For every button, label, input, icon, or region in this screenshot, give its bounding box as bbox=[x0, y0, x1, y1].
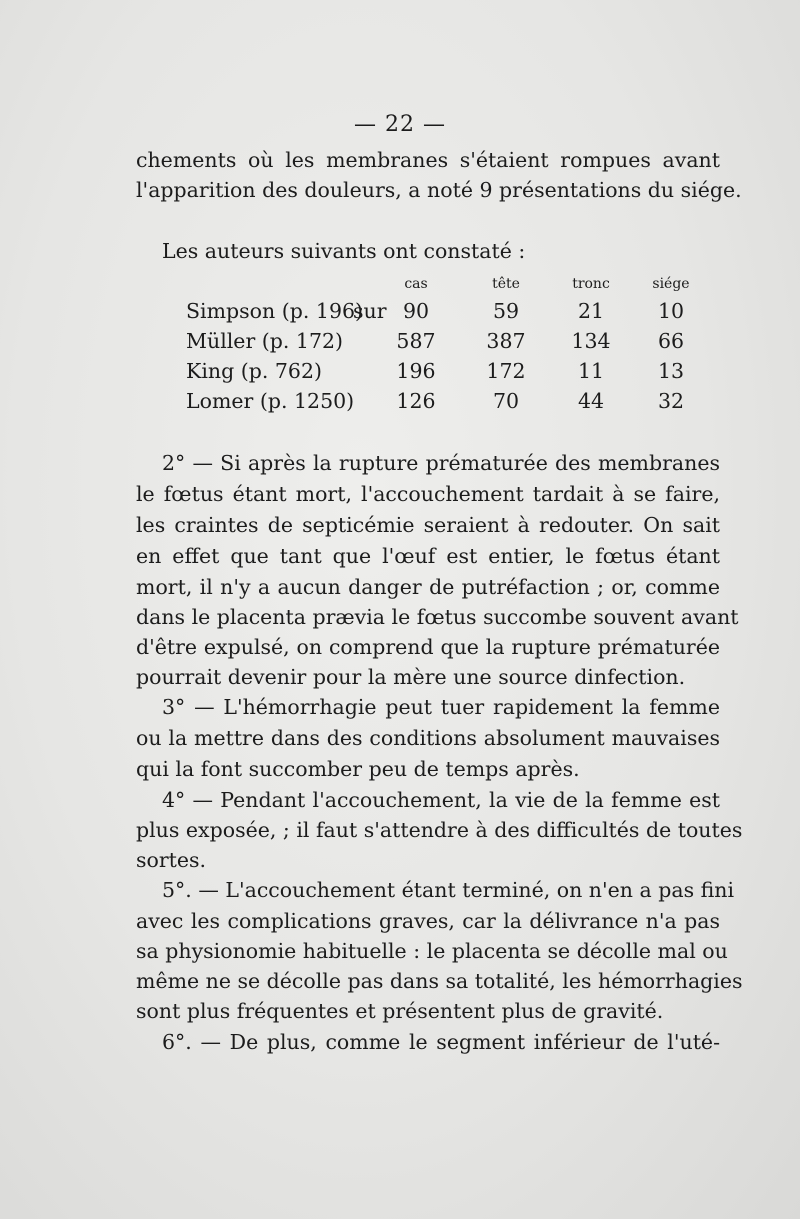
tete-value: 172 bbox=[486, 359, 526, 383]
tete-value: 59 bbox=[492, 299, 520, 323]
tronc-value: 44 bbox=[577, 389, 605, 413]
siege-value: 13 bbox=[657, 359, 685, 383]
text-line: plus exposée, ; il faut s'attendre à des difficultés de toutes bbox=[136, 818, 743, 842]
text-line: 6°. — De plus, comme le segment inférieur de l'uté- bbox=[162, 1030, 720, 1054]
author-name: Simpson (p. 196) bbox=[186, 299, 364, 323]
text-line: les craintes de septicémie seraient à redouter. On sait bbox=[136, 513, 720, 537]
text-line: le fœtus étant mort, l'accouchement tardait à se faire, bbox=[136, 482, 720, 506]
table-row bbox=[186, 296, 726, 326]
text-line: 2° — Si après la rupture prématurée des membranes bbox=[162, 451, 720, 475]
column-header-cas: cas bbox=[404, 276, 428, 292]
text-line: en effet que tant que l'œuf est entier, le fœtus étant bbox=[136, 544, 720, 568]
cas-value: 126 bbox=[396, 389, 436, 413]
text-line: chements où les membranes s'étaient rompues avant bbox=[136, 148, 720, 172]
text-line: sortes. bbox=[136, 848, 207, 872]
cas-value: 196 bbox=[396, 359, 436, 383]
text-line: d'être expulsé, on comprend que la rupture prématurée bbox=[136, 635, 720, 659]
text-line: 5°. — L'accouchement étant terminé, on n'en a pas fini bbox=[162, 878, 735, 902]
text-line: qui la font succomber peu de temps après. bbox=[136, 757, 580, 781]
text-line: ou la mettre dans des conditions absolument mauvaises bbox=[136, 726, 720, 750]
column-header-siege: siége bbox=[652, 276, 690, 292]
author-name: Müller (p. 172) bbox=[186, 329, 344, 353]
cas-value: 90 bbox=[402, 299, 430, 323]
text-line: 3° — L'hémorrhagie peut tuer rapidement la femme bbox=[162, 695, 720, 719]
tete-value: 387 bbox=[486, 329, 526, 353]
text-line: dans le placenta prævia le fœtus succombe souvent avant bbox=[136, 605, 739, 629]
table-row bbox=[186, 326, 726, 356]
author-name: King (p. 762) bbox=[186, 359, 322, 383]
siege-value: 10 bbox=[657, 299, 685, 323]
page-number: — 22 — bbox=[354, 112, 446, 137]
text-line: avec les complications graves, car la délivrance n'a pas bbox=[136, 909, 720, 933]
text-line: pourrait devenir pour la mère une source dinfection. bbox=[136, 665, 686, 689]
column-header-tete: tête bbox=[492, 276, 520, 292]
table-row bbox=[186, 386, 726, 416]
siege-value: 32 bbox=[657, 389, 685, 413]
tronc-value: 134 bbox=[571, 329, 611, 353]
tete-value: 70 bbox=[492, 389, 520, 413]
authors-intro: Les auteurs suivants ont constaté : bbox=[162, 239, 526, 263]
text-line: l'apparition des douleurs, a noté 9 présentations du siége. bbox=[136, 178, 742, 202]
tronc-value: 21 bbox=[577, 299, 605, 323]
sur-label: sur bbox=[353, 299, 387, 323]
text-line: 4° — Pendant l'accouchement, la vie de la femme est bbox=[162, 788, 720, 812]
siege-value: 66 bbox=[657, 329, 685, 353]
column-header-tronc: tronc bbox=[572, 276, 610, 292]
table-row bbox=[186, 356, 726, 386]
text-line: sont plus fréquentes et présentent plus de gravité. bbox=[136, 999, 664, 1023]
tronc-value: 11 bbox=[577, 359, 605, 383]
text-line: même ne se décolle pas dans sa totalité, les hémorrhagies bbox=[136, 969, 743, 993]
text-line: sa physionomie habituelle : le placenta se décolle mal ou bbox=[136, 939, 728, 963]
text-line: mort, il n'y a aucun danger de putréfaction ; or, comme bbox=[136, 575, 720, 599]
cas-value: 587 bbox=[396, 329, 436, 353]
author-name: Lomer (p. 1250) bbox=[186, 389, 355, 413]
